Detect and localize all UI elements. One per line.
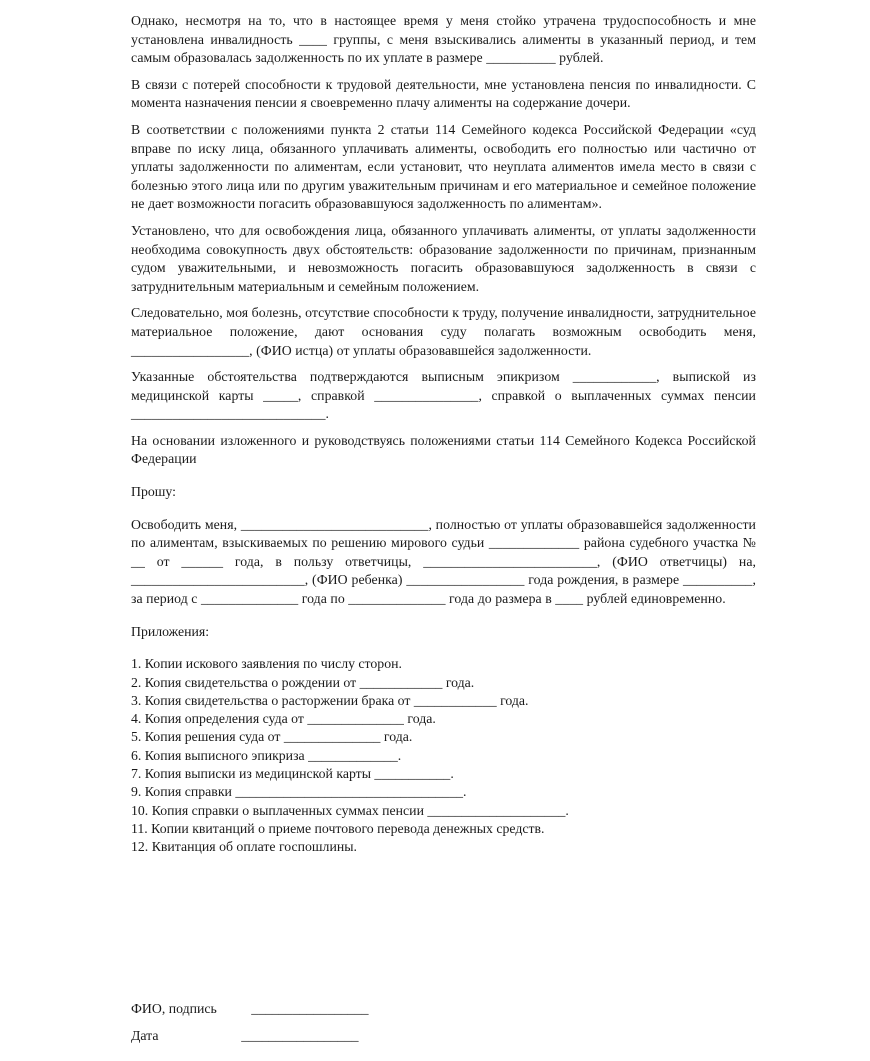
attachment-item: 4. Копия определения суда от ______________ года. xyxy=(131,711,436,727)
paragraph-grounds: Следовательно, моя болезнь, отсутствие способности к труду, получение инвалидности, затруднительное материальное положение, дают основания суду полагать возможным освободить меня, _________________, (ФИО истца) от уплаты образовавшейся задолженности. xyxy=(131,305,756,358)
paragraph-disability: Однако, несмотря на то, что в настоящее время у меня стойко утрачена трудоспособность и мне установлена инвалидность ____ группы, с меня взыскивались алименты в указанный период, и тем самым образовалась задолженность по их уплате в размере __________ рублей. xyxy=(131,13,756,66)
attachments-list xyxy=(131,655,756,856)
attachment-item: 5. Копия решения суда от ______________ года. xyxy=(131,729,413,745)
signature-fio-line: ФИО, подпись _________________ xyxy=(131,1001,369,1016)
attachment-item: 3. Копия свидетельства о расторжении брака от ____________ года. xyxy=(131,692,529,708)
request-heading: Прошу: xyxy=(131,484,176,500)
attachment-item: 12. Квитанция об оплате госпошлины. xyxy=(131,839,357,855)
attachment-item: 10. Копия справки о выплаченных суммах пенсии ____________________. xyxy=(131,802,569,818)
attachment-item: 7. Копия выписки из медицинской карты ___________. xyxy=(131,766,454,781)
attachment-item: 11. Копии квитанций о приеме почтового перевода денежных средств. xyxy=(131,820,545,836)
request-text: Освободить меня, ___________________________, полностью от уплаты образовавшейся задолженности по алиментам, взыскиваемых по решению мирового судьи _____________ района судебного участка № __ от ______ года, в пользу ответчицы, _________________________, (ФИО ответчицы) на, _________________________, (ФИО ребенка) _________________ года рождения, в размере __________, за период с ______________ года по ______________ года до размера в ____ рублей единовременно. xyxy=(131,516,756,607)
attachment-item: 6. Копия выписного эпикриза _____________. xyxy=(131,747,402,763)
attachment-item: 9. Копия справки _________________________________. xyxy=(131,784,467,800)
paragraph-pension: В связи с потерей способности к трудовой деятельности, мне установлена пенсия по инвалидности. С момента назначения пенсии я своевременно плачу алименты на содержание дочери. xyxy=(131,76,756,111)
paragraph-conditions: Установлено, что для освобождения лица, обязанного уплачивать алименты, от уплаты задолженности необходима совокупность двух обстоятельств: образование задолженности по причинам, признанным судом уважительными, и невозможность погасить образовавшуюся задолженность в связи с затруднительным материальным и семейным положением. xyxy=(131,222,756,294)
signature-date-line: Дата _________________ xyxy=(131,1028,359,1043)
attachment-item: 2. Копия свидетельства о рождении от ____________ года. xyxy=(131,674,475,690)
attachments-heading: Приложения: xyxy=(131,623,210,639)
paragraph-family-code-quote: В соответствии с положениями пункта 2 статьи 114 Семейного кодекса Российской Федерации «суд вправе по иску лица, обязанного уплачивать алименты, освободить его полностью или частично от уплаты задолженности по алиментам, если установит, что неуплата алиментов имела место в связи с болезнью этого лица или по другим уважительным причинам и его материальное и семейное положение не дает возможности погасить образовавшуюся задолженность по алиментам». xyxy=(131,121,756,212)
paragraph-evidence: Указанные обстоятельства подтверждаются выписным эпикризом ____________, выпиской из медицинской карты _____, справкой _______________, справкой о выплаченных суммах пенсии ____________________________. xyxy=(131,369,756,422)
paragraph-basis: На основании изложенного и руководствуясь положениями статьи 114 Семейного Кодекса Российской Федерации xyxy=(131,432,756,467)
attachment-item: 1. Копии искового заявления по числу сторон. xyxy=(131,656,402,672)
